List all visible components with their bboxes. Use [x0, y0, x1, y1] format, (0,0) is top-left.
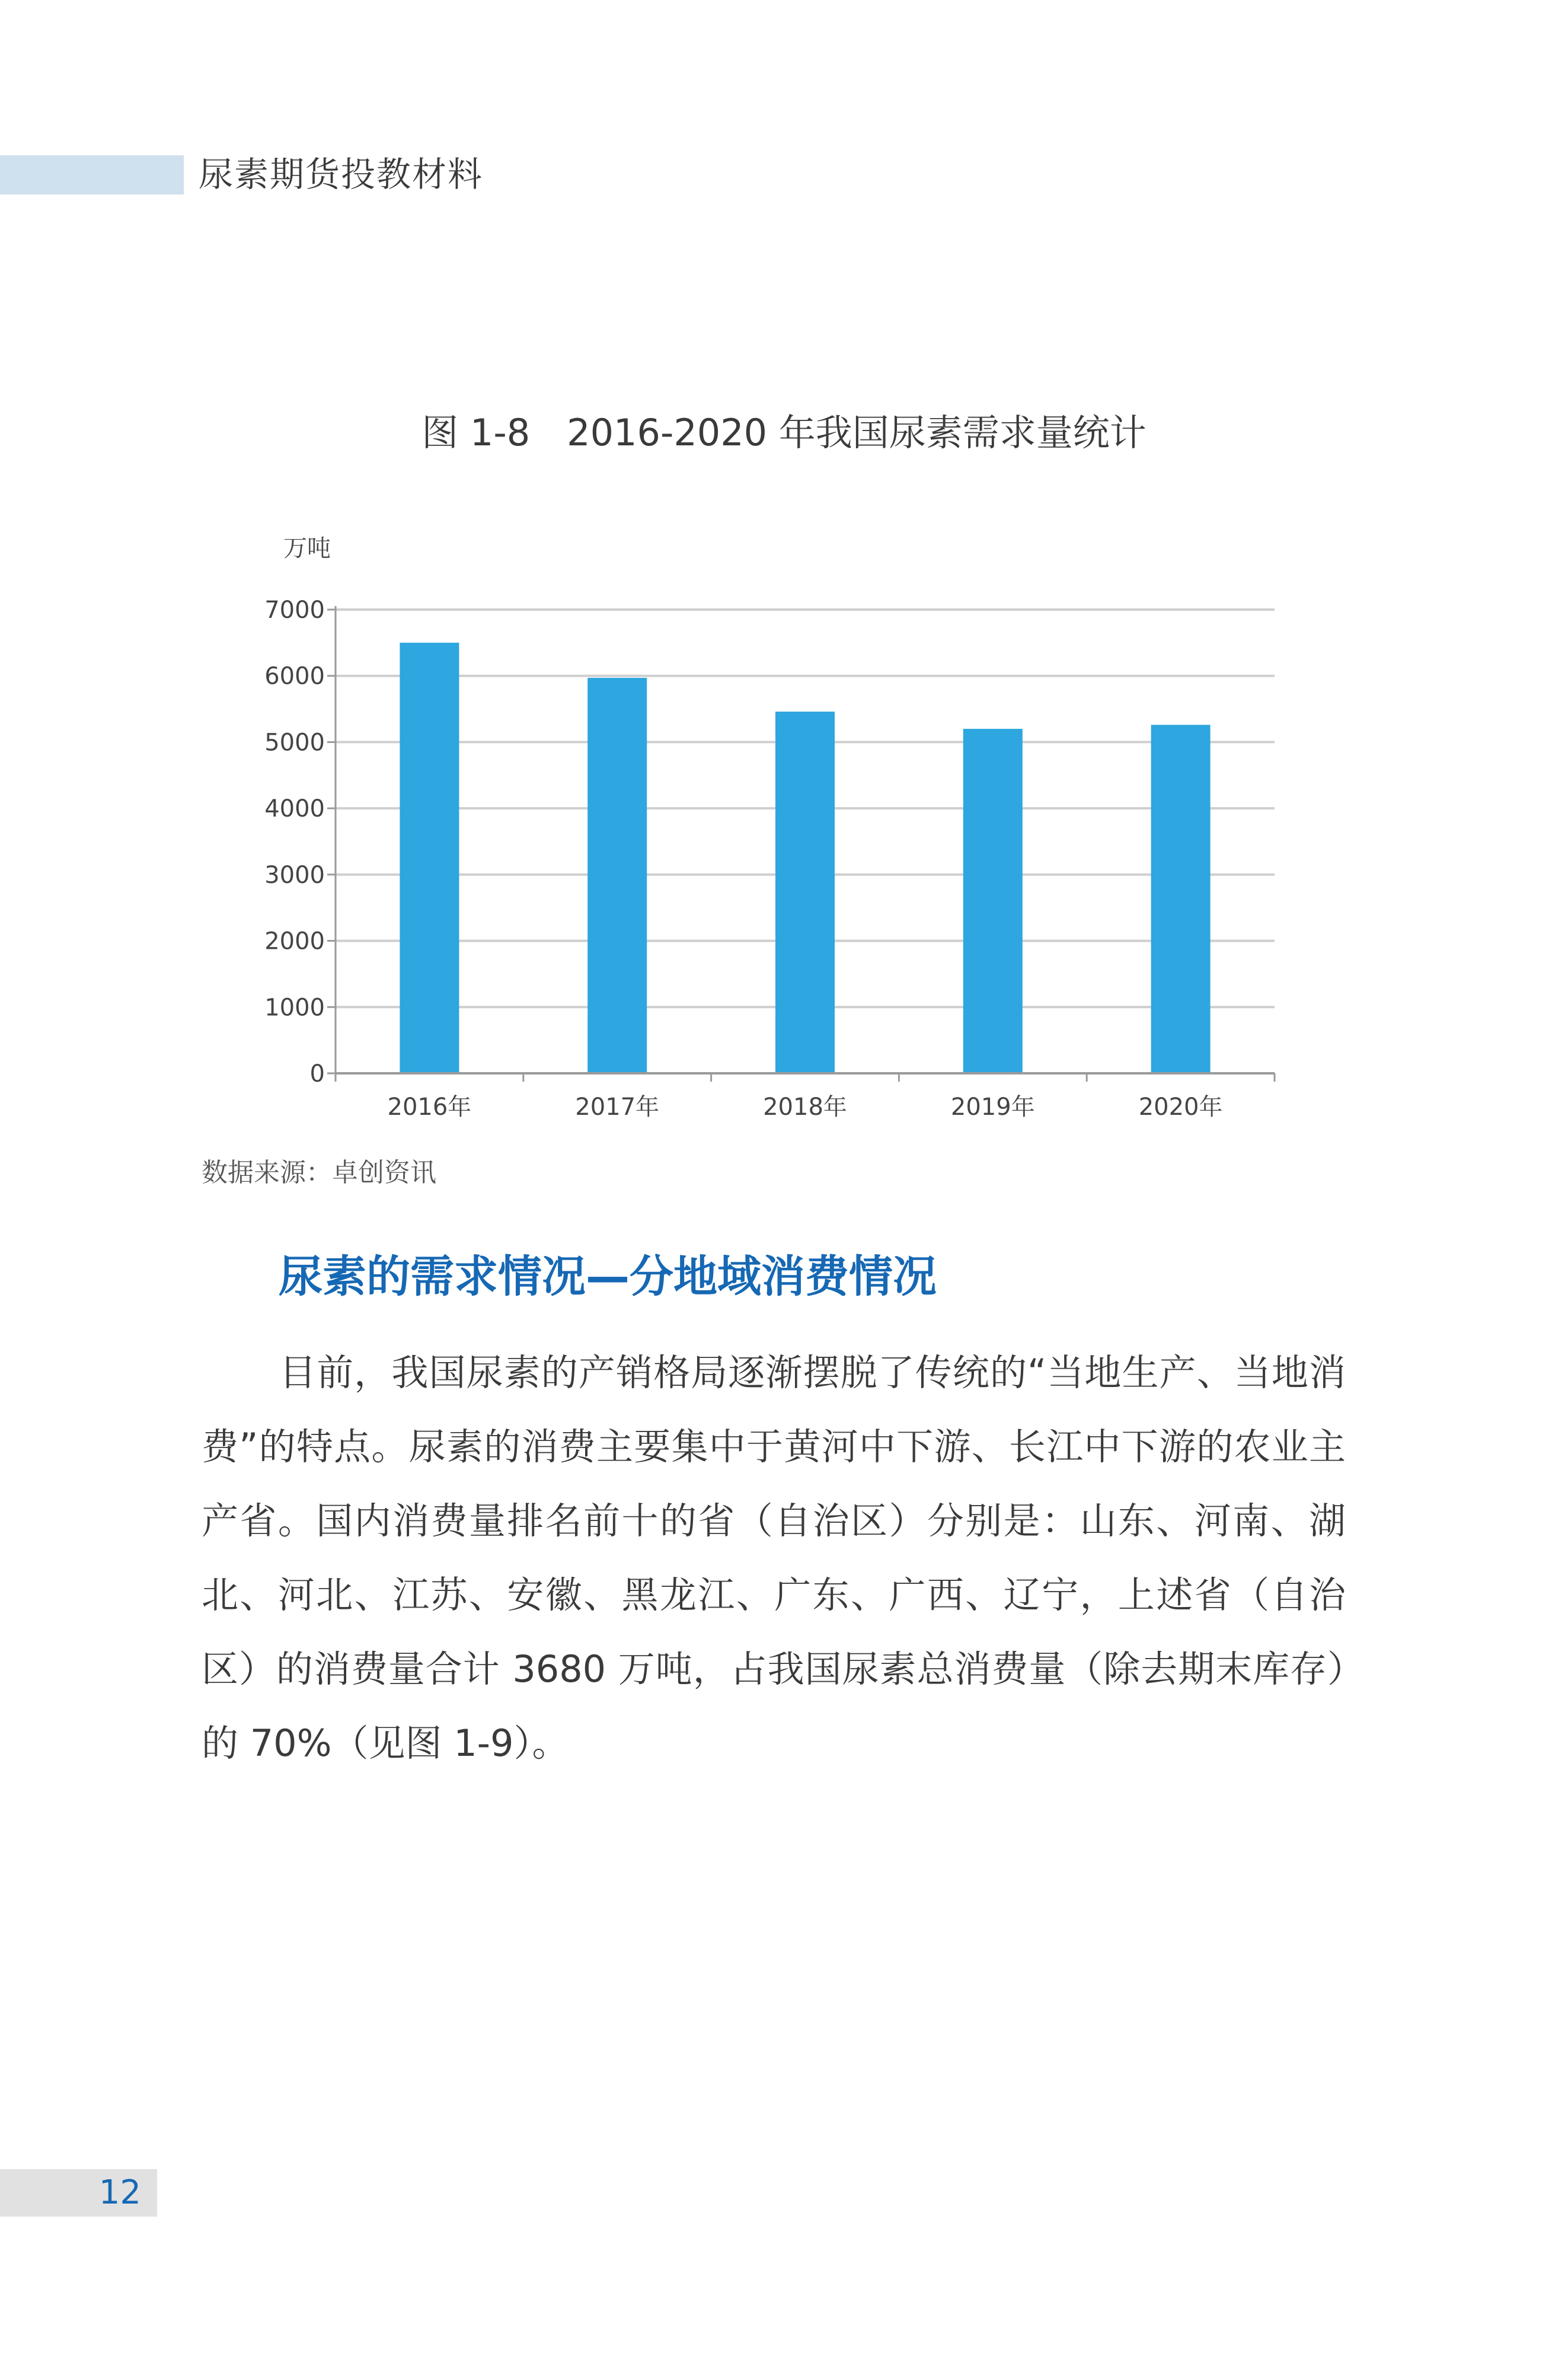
bar-2019年	[963, 729, 1023, 1073]
y-tick-label: 7000	[264, 597, 325, 624]
y-tick-label: 2000	[264, 927, 325, 955]
bar-2020年	[1151, 725, 1211, 1073]
y-tick-label: 3000	[264, 861, 325, 889]
y-axis-unit-label: 万吨	[283, 535, 331, 562]
bar-2018年	[775, 712, 835, 1073]
x-tick-label: 2020年	[1138, 1093, 1223, 1121]
x-tick-label: 2016年	[387, 1093, 472, 1121]
page-number: 12	[98, 2173, 141, 2212]
y-tick-label: 4000	[264, 795, 325, 823]
x-tick-label: 2019年	[950, 1093, 1035, 1121]
y-tick-label: 1000	[264, 994, 325, 1022]
section-heading: 尿素的需求情况—分地域消费情况	[279, 1251, 937, 1302]
running-header-title: 尿素期货投教材料	[199, 154, 484, 195]
y-tick-label: 6000	[264, 662, 325, 690]
body-paragraph	[202, 1335, 1346, 1780]
body-paragraph-text: 目前，我国尿素的产销格局逐渐摆脱了传统的“当地生产、当地消费”的特点。尿素的消费主要集中于黄河中下游、长江中下游的农业主产省。国内消费量排名前十的省（自治区）分别是：山东、河南、湖北、河北、江苏、安徽、黑龙江、广东、广西、辽宁，上述省（自治区）的消费量合计 3680 万吨，占我国尿素总消费量（除去期末库存）的 70%（见图 1-9）。	[202, 1351, 1346, 1765]
bar-2017年	[587, 678, 647, 1073]
x-tick-label: 2017年	[575, 1093, 660, 1121]
bar-2016年	[400, 643, 459, 1073]
y-tick-label: 0	[309, 1060, 325, 1088]
x-tick-label: 2018年	[763, 1093, 847, 1121]
demand-bar-chart	[0, 0, 1568, 1150]
data-source: 数据来源：卓创资讯	[202, 1158, 436, 1188]
y-tick-label: 5000	[264, 729, 325, 757]
figure-caption: 图 1-8 2016-2020 年我国尿素需求量统计	[421, 411, 1147, 454]
